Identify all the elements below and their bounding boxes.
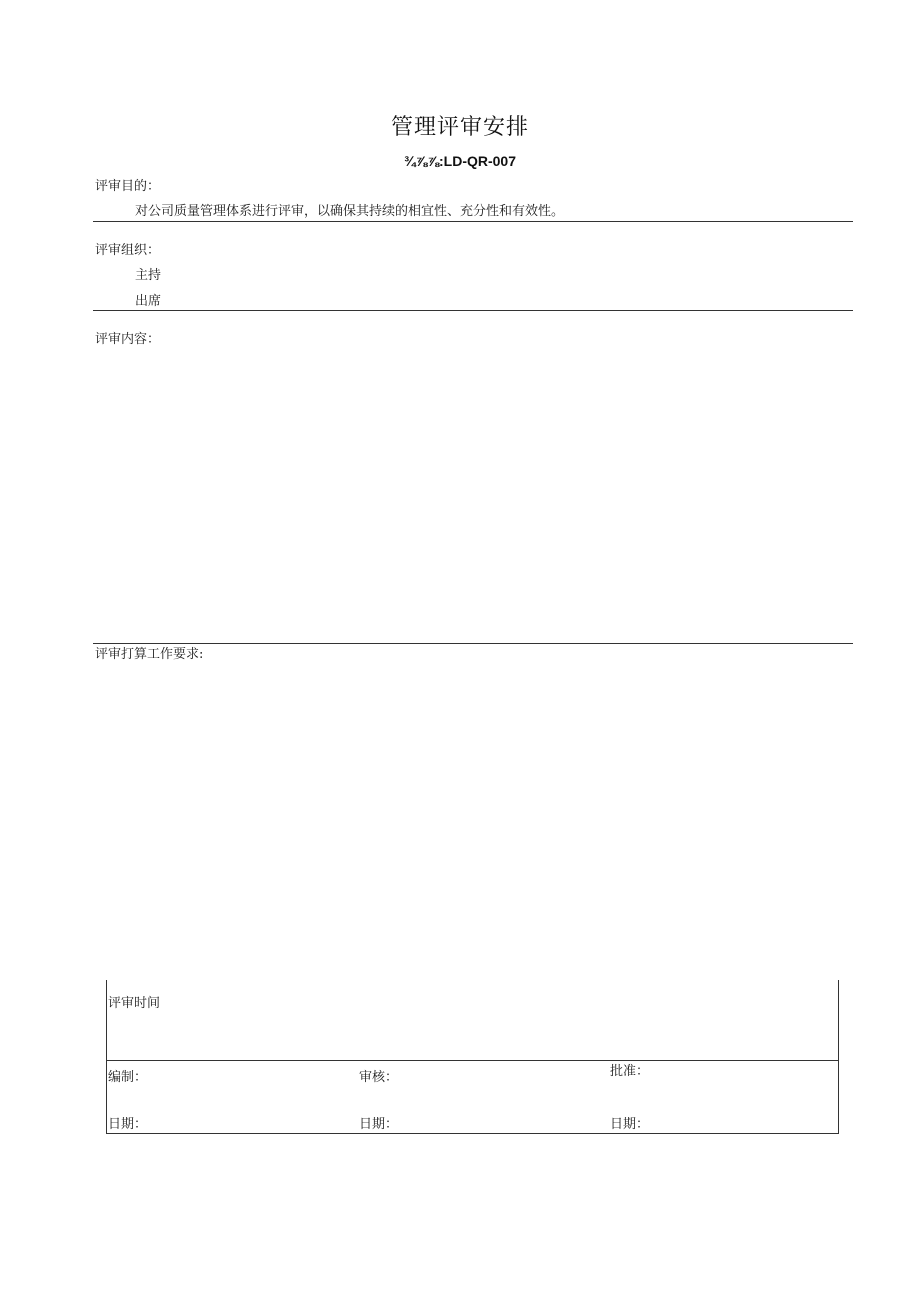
approved-by-label: 批准： (610, 1064, 650, 1079)
attend-label: 出席 (135, 294, 162, 309)
table-right-border (838, 980, 839, 1134)
organization-label: 评审组织： (95, 243, 161, 258)
page-title: 管理评审安排 (390, 115, 529, 140)
content-label: 评审内容： (95, 332, 161, 347)
checked-date-label: 日期： (359, 1117, 399, 1132)
document-number: ¾⅞⅞:LD-QR-007 (403, 153, 517, 169)
organization-divider (93, 310, 853, 311)
content-divider (93, 643, 853, 644)
purpose-divider (93, 221, 853, 222)
review-time-label: 评审时间 (108, 996, 161, 1011)
purpose-label: 评审目的： (95, 179, 161, 194)
purpose-text: 对公司质量管理体系进行评审，以确保其持续的相宜性、充分性和有效性。 (135, 204, 565, 219)
table-bottom-border (106, 1133, 839, 1134)
table-middle-border (106, 1060, 839, 1061)
table-left-border (106, 980, 107, 1134)
checked-by-label: 审核： (359, 1070, 399, 1085)
prepared-by-label: 编制： (108, 1070, 148, 1085)
host-label: 主持 (135, 268, 162, 283)
approved-date-label: 日期： (610, 1117, 650, 1132)
plan-label: 评审打算工作要求: (95, 647, 204, 662)
prepared-date-label: 日期： (108, 1117, 148, 1132)
